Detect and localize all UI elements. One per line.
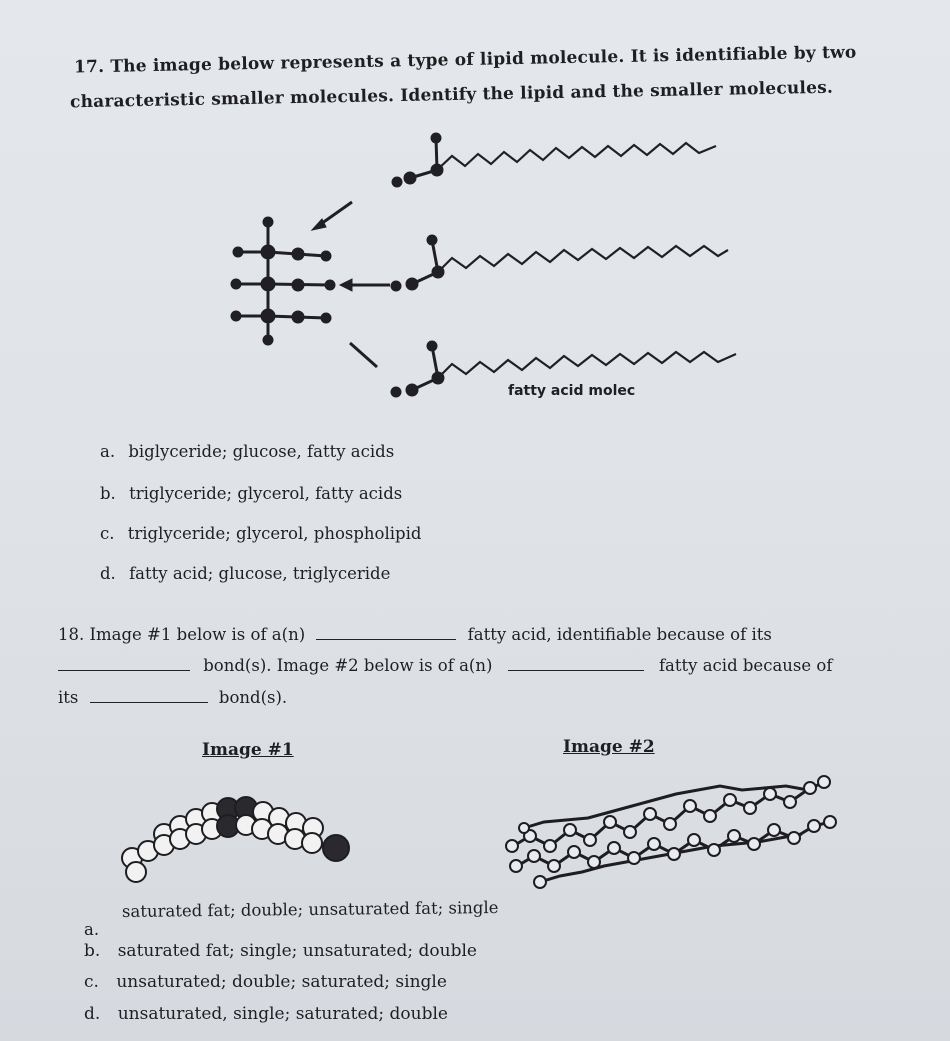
q18-option-a-letter[interactable]: a.: [84, 920, 100, 939]
image1-label: Image #1: [202, 740, 294, 760]
q18-text: fatty acid because of: [658, 656, 833, 675]
q18-text: its: [58, 688, 79, 707]
q18-option-d[interactable]: [84, 1006, 448, 1023]
option-text: triglyceride; glycerol, phospholipid: [127, 524, 422, 543]
q17-text-line1: 17. The image below represents a type of lipid molecule. It is identifiable by two: [73, 42, 857, 78]
option-text: biglyceride; glucose, fatty acids: [128, 442, 395, 461]
option-text: triglyceride; glycerol, fatty acids: [129, 484, 403, 503]
option-text: fatty acid; glucose, triglyceride: [129, 564, 391, 583]
q18-option-c[interactable]: [84, 974, 447, 991]
option-letter: c.: [100, 524, 115, 543]
q18-text: bond(s).: [218, 688, 288, 707]
option-letter: d.: [100, 564, 116, 583]
option-letter: a.: [100, 442, 116, 461]
option-text: saturated fat; single; unsaturated; double: [117, 941, 477, 961]
q18-text: bond(s). Image #2 below is of a(n): [203, 656, 493, 675]
option-letter: b.: [84, 941, 101, 961]
q17-text-line2: characteristic smaller molecules. Identify the lipid and the smaller molecules.: [69, 77, 834, 113]
option-text: unsaturated; double; saturated; single: [116, 972, 447, 992]
option-letter: c.: [84, 972, 99, 992]
q18-option-b[interactable]: [84, 943, 477, 960]
q18-text: 18. Image #1 below is of a(n): [58, 625, 306, 644]
fatty-acid-label: fatty acid molec: [508, 383, 636, 399]
q18-option-a-text[interactable]: saturated fat; double; unsaturated fat; single: [121, 898, 499, 921]
option-letter: b.: [100, 484, 116, 503]
option-letter: d.: [84, 1004, 101, 1024]
q18-text: fatty acid, identifiable because of its: [467, 625, 772, 644]
image2-label: Image #2: [563, 737, 655, 757]
option-text: unsaturated, single; saturated; double: [117, 1004, 448, 1024]
